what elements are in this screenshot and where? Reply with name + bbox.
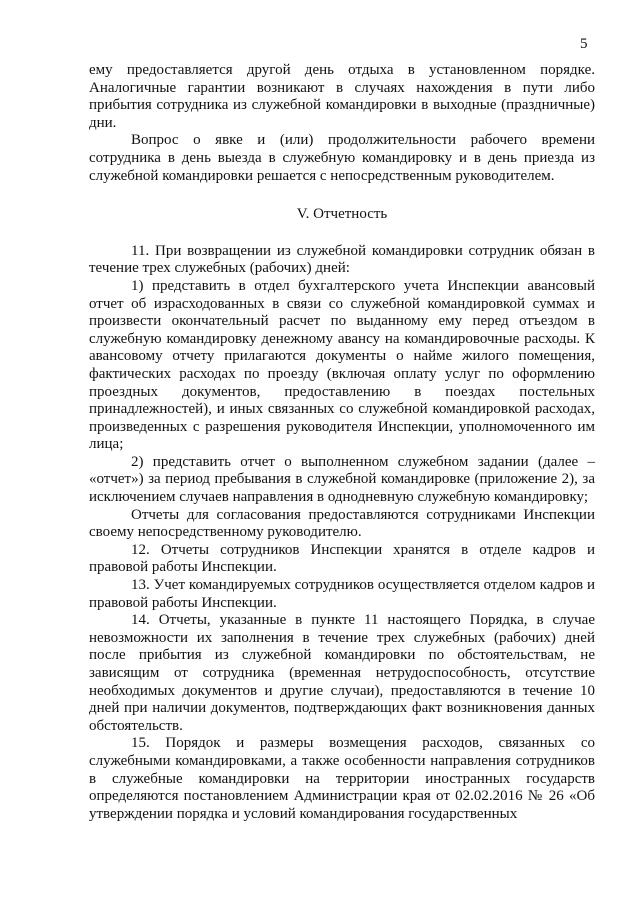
paragraph-continuation: ему предоставляется другой день отдыха в установленном порядке. Аналогичные гарантии возникают в случаях нахождения в пути либо прибытия сотрудника из служебной командировки в выходные (праздничные) дни. <box>89 62 595 131</box>
paragraph-attendance-question: Вопрос о явке и (или) продолжительности рабочего времени сотрудника в день выезда в служебную командировку и в день приезда из служебной командировки решается с непосредственным руководителем. <box>89 132 595 184</box>
page-number: 5 <box>580 36 588 52</box>
paragraph-13: 13. Учет командируемых сотрудников осуществляется отделом кадров и правовой работы Инспекции. <box>89 577 595 611</box>
paragraph-11: 11. При возвращении из служебной командировки сотрудник обязан в течение трех служебных (рабочих) дней: <box>89 242 595 277</box>
paragraph-11-item-1: 1) представить в отдел бухгалтерского учета Инспекции авансовый отчет об израсходованных в связи со служебной командировкой суммах и произвести окончательный расчет по выданному ему перед отъездом в служебную командировку денежному авансу на командировочные расходы. К авансовому отчету прилагаются документы о найме жилого помещения, фактических расходах по проезду (включая оплату услуг по оформлению проездных документов, предоставлению в поездах постельных принадлежностей), и иных связанных со служебной командировкой расходах, произведенных с разрешения руководителя Инспекции, уполномоченного им лица; <box>89 277 595 453</box>
section-title: V. Отчетность <box>296 206 388 223</box>
paragraph-11-item-2: 2) представить отчет о выполненном служебном задании (далее – «отчет») за период пребывания в служебной командировке (приложение 2), за исключением случаев направления в однодневную служебную командировку; <box>89 453 595 506</box>
document-body <box>89 62 595 823</box>
paragraph-12: 12. Отчеты сотрудников Инспекции хранятся в отделе кадров и правовой работы Инспекции. <box>89 541 595 576</box>
paragraph-15: 15. Порядок и размеры возмещения расходов, связанных со служебными командировками, а также особенности направления сотрудников в служебные командировки на территории иностранных государств определяются постановлением Администрации края от 02.02.2016 № 26 «Об утверждении порядка и условий командирования государственных <box>89 735 595 822</box>
paragraph-14: 14. Отчеты, указанные в пункте 11 настоящего Порядка, в случае невозможности их заполнения в течение трех служебных (рабочих) дней после прибытия из служебной командировки по обстоятельствам, не зависящим от сотрудника (временная нетрудоспособность, отсутствие необходимых документов и другие случаи), предоставляются в течение 10 дней при наличии документов, подтверждающих факт возникновения данных обстоятельств. <box>89 612 595 734</box>
paragraph-reports-approval: Отчеты для согласования предоставляются сотрудниками Инспекции своему непосредственному руководителю. <box>89 506 595 541</box>
